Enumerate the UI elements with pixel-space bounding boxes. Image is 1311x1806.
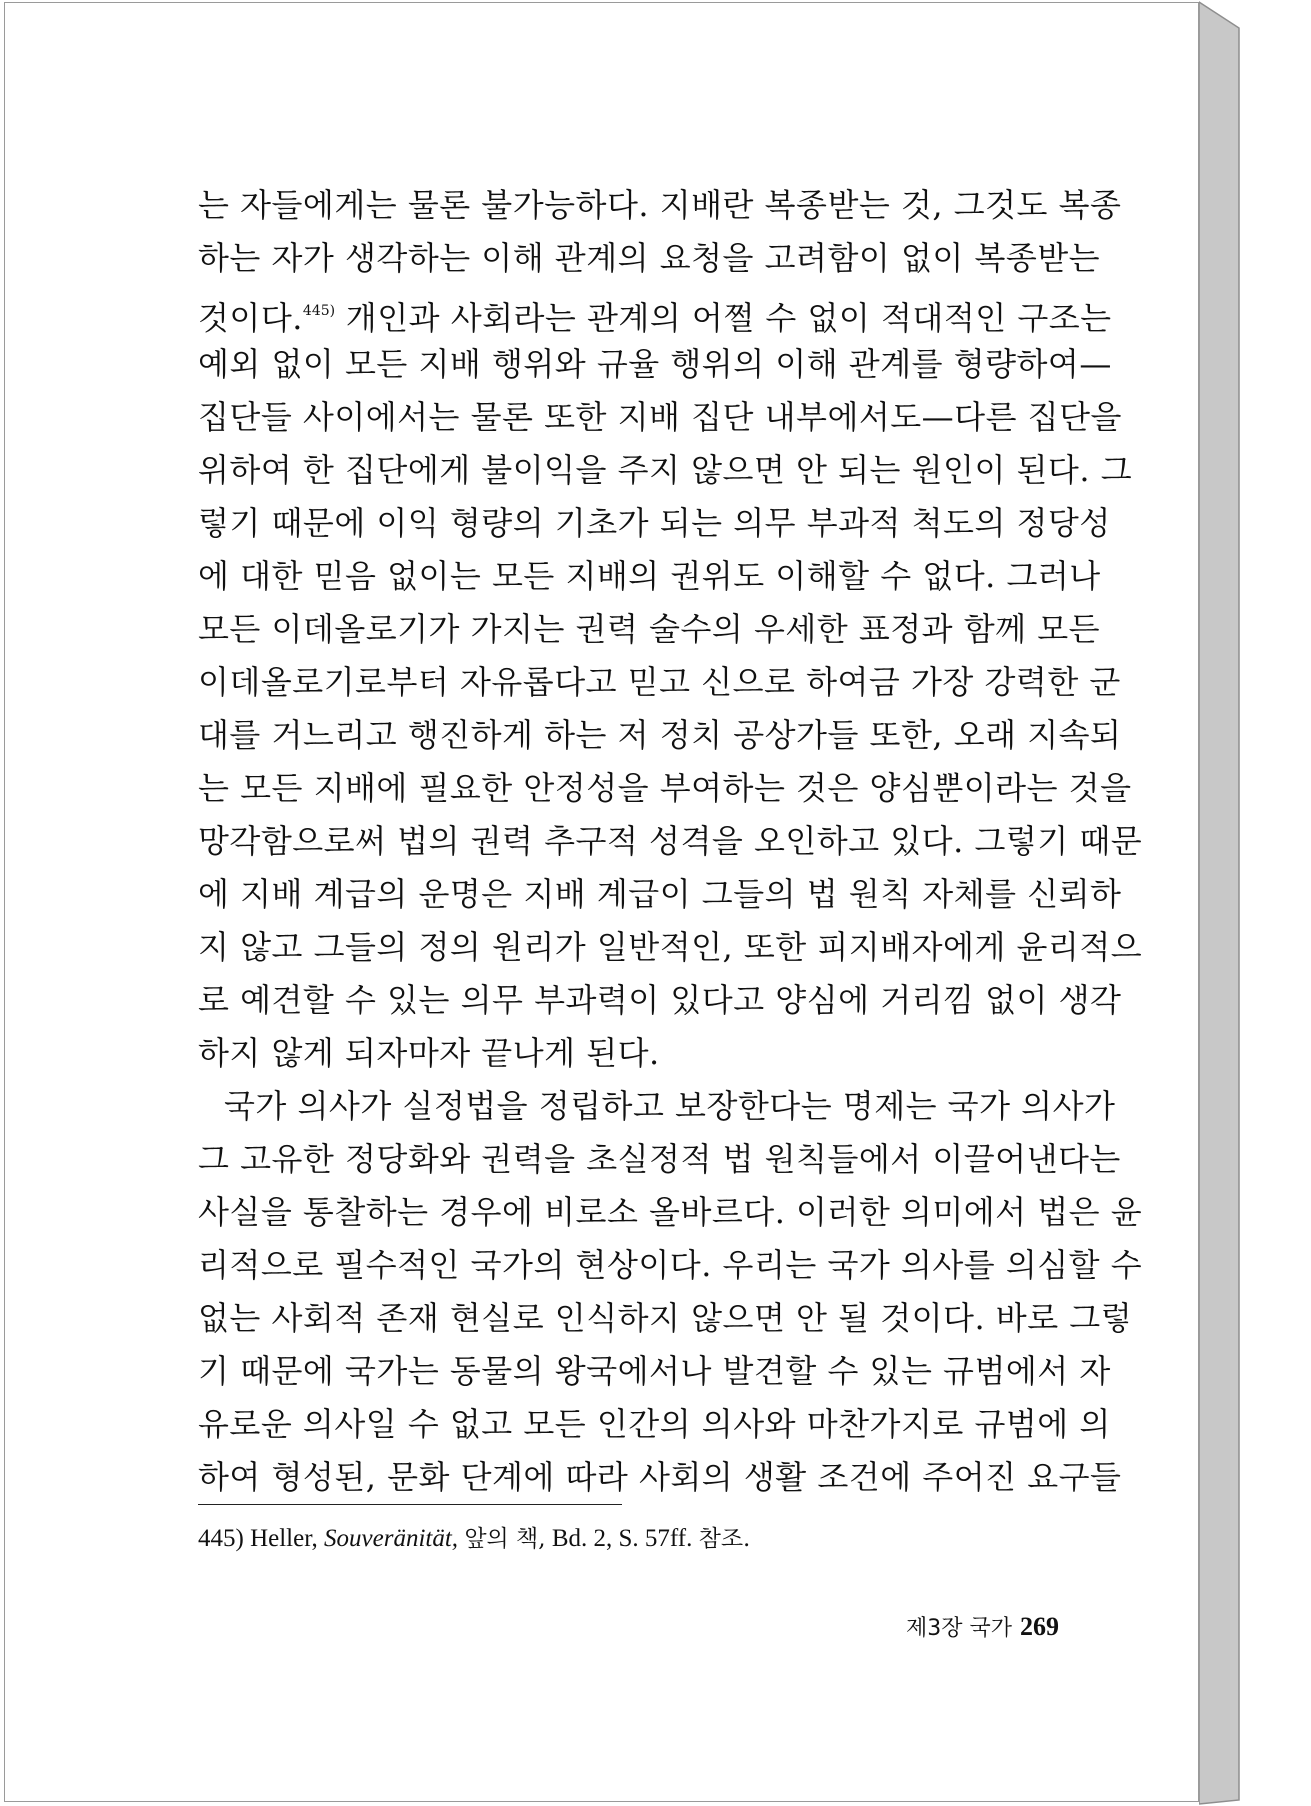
text-line: 에 지배 계급의 운명은 지배 계급이 그들의 법 원칙 자체를 신뢰하 xyxy=(198,875,1122,913)
text-segment: 것이다. xyxy=(198,299,303,337)
text-line: 없는 사회적 존재 현실로 인식하지 않으면 안 될 것이다. 바로 그렇 xyxy=(198,1299,1133,1337)
page-stack-edge xyxy=(1199,0,1249,1806)
text-segment: 개인과 사회라는 관계의 어쩔 수 없이 적대적인 구조는 xyxy=(335,299,1112,337)
footnote-tail: 참조. xyxy=(698,1526,751,1552)
text-line: 예외 없이 모든 지배 행위와 규율 행위의 이해 관계를 형량하여— xyxy=(198,345,1112,383)
chapter-title: 제3장 국가 xyxy=(906,1616,1012,1641)
footnote-marker[interactable]: 445) xyxy=(302,303,336,319)
text-line: 사실을 통찰하는 경우에 비로소 올바르다. 이러한 의미에서 법은 윤 xyxy=(198,1193,1143,1231)
text-line: 지 않고 그들의 정의 원리가 일반적인, 또한 피지배자에게 윤리적으 xyxy=(198,928,1143,966)
text-line: 모든 이데올로기가 가지는 권력 술수의 우세한 표정과 함께 모든 xyxy=(198,610,1101,648)
footnote-divider xyxy=(198,1504,622,1505)
text-line: 에 대한 믿음 없이는 모든 지배의 권위도 이해할 수 없다. 그러나 xyxy=(198,557,1101,595)
text-line: 리적으로 필수적인 국가의 현상이다. 우리는 국가 의사를 의심할 수 xyxy=(198,1246,1143,1284)
text-line: 로 예견할 수 있는 의무 부과력이 있다고 양심에 거리낌 없이 생각 xyxy=(198,981,1122,1019)
text-line: 이데올로기로부터 자유롭다고 믿고 신으로 하여금 가장 강력한 군 xyxy=(198,663,1121,701)
text-line: 집단들 사이에서는 물론 또한 지배 집단 내부에서도—다른 집단을 xyxy=(198,398,1122,436)
text-line: 그 고유한 정당화와 권력을 초실정적 법 원칙들에서 이끌어낸다는 xyxy=(198,1140,1121,1178)
text-line: 대를 거느리고 행진하게 하는 저 정치 공상가들 또한, 오래 지속되 xyxy=(198,716,1122,754)
footnote-reference-ko: 앞의 책, xyxy=(464,1526,546,1552)
footnote-work-title: Souveränität, xyxy=(324,1525,459,1552)
text-line: 하지 않게 되자마자 끝나게 된다. xyxy=(198,1034,660,1072)
text-line xyxy=(198,287,1112,337)
text-line: 는 자들에게는 물론 불가능하다. 지배란 복종받는 것, 그것도 복종 xyxy=(198,186,1122,224)
page-number: 269 xyxy=(1020,1612,1059,1641)
footnote-author: Heller, xyxy=(250,1525,318,1552)
paragraph-start-line: 국가 의사가 실정법을 정립하고 보장한다는 명제는 국가 의사가 xyxy=(224,1087,1116,1125)
text-line: 위하여 한 집단에게 불이익을 주지 않으면 안 되는 원인이 된다. 그 xyxy=(198,451,1133,489)
text-line: 는 모든 지배에 필요한 안정성을 부여하는 것은 양심뿐이라는 것을 xyxy=(198,769,1132,807)
text-line: 렇기 때문에 이익 형량의 기초가 되는 의무 부과적 척도의 정당성 xyxy=(198,504,1111,542)
text-line: 하여 형성된, 문화 단계에 따라 사회의 생활 조건에 주어진 요구들 xyxy=(198,1458,1122,1496)
text-line: 기 때문에 국가는 동물의 왕국에서나 발견할 수 있는 규범에서 자 xyxy=(198,1352,1111,1390)
footnote xyxy=(198,1521,750,1557)
text-line: 망각함으로써 법의 권력 추구적 성격을 오인하고 있다. 그렇기 때문 xyxy=(198,822,1143,860)
running-footer xyxy=(906,1609,1059,1647)
text-line: 유로운 의사일 수 없고 모든 인간의 의사와 마찬가지로 규범에 의 xyxy=(198,1405,1111,1443)
footnote-reference: Bd. 2, S. 57ff. xyxy=(551,1525,693,1552)
footnote-number: 445) xyxy=(198,1525,244,1552)
text-line: 하는 자가 생각하는 이해 관계의 요청을 고려함이 없이 복종받는 xyxy=(198,239,1101,277)
